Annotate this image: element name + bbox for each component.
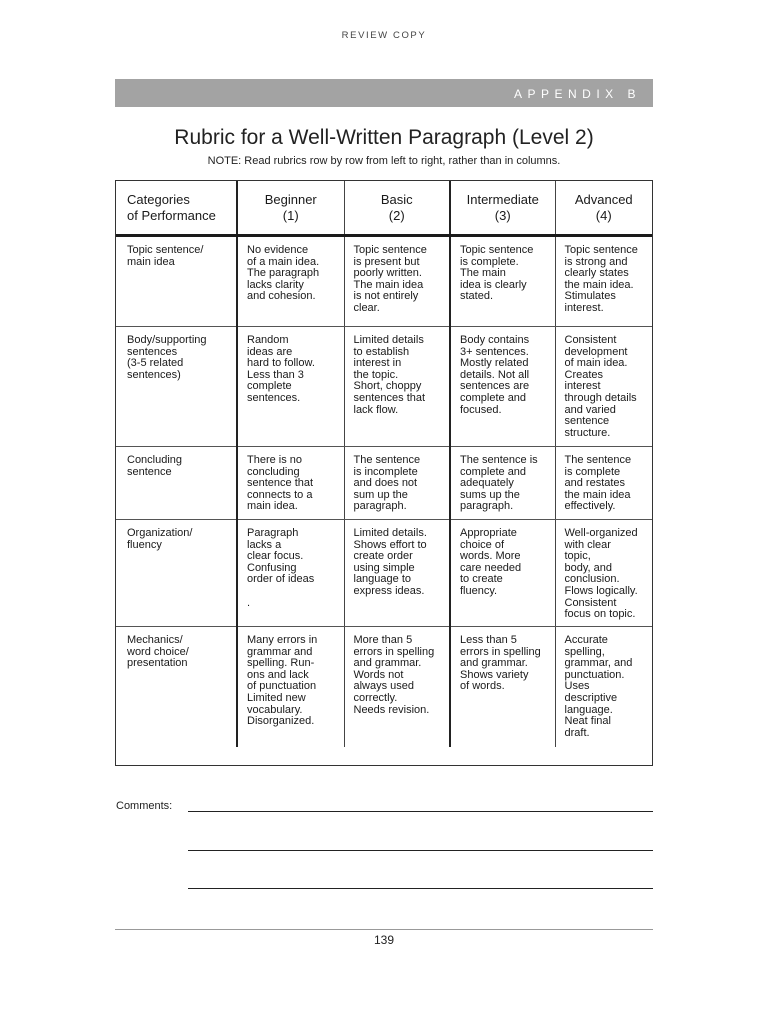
rubric-cell-line: stated. xyxy=(460,290,494,303)
header-row xyxy=(116,181,652,236)
rubric-cell-line: sums up the xyxy=(460,488,520,501)
rubric-cell-line: lacks a xyxy=(247,538,282,551)
rubric-cell-line: Less than 5 xyxy=(460,634,517,646)
rubric-cell-line: interest xyxy=(564,380,601,393)
rubric-cell-line: choice of xyxy=(460,538,505,551)
rubric-cell-line: Less than 3 xyxy=(247,368,304,381)
rubric-cell-line: language. xyxy=(564,703,613,716)
rubric-cell-advanced xyxy=(555,447,652,520)
rubric-cell-line: is complete xyxy=(564,465,621,478)
rubric-cell-line: The paragraph xyxy=(247,267,320,280)
rubric-cell-line: sentence that xyxy=(247,477,314,490)
rubric-cell-line: . xyxy=(247,596,251,609)
rubric-row xyxy=(116,447,652,520)
rubric-cell-line: complete and xyxy=(460,465,527,478)
rubric-cell-advanced xyxy=(555,236,652,327)
rubric-cell-line: correctly. xyxy=(353,691,398,704)
row-category-line: sentences) xyxy=(127,368,181,381)
rubric-cell-basic xyxy=(344,236,450,327)
rubric-table-frame xyxy=(115,180,653,766)
rubric-cell-line: Shows variety xyxy=(460,668,529,681)
rubric-cell-intermediate xyxy=(450,236,555,327)
row-category-line: sentence xyxy=(127,465,172,478)
row-category-line: Concluding xyxy=(127,454,183,466)
rubric-cell-line: There is no xyxy=(247,454,303,466)
rubric-cell-line: complete and xyxy=(460,391,527,404)
header-basic xyxy=(344,181,450,236)
row-category-line: main idea xyxy=(127,255,175,268)
rubric-cell-line: The main idea xyxy=(353,278,424,291)
rubric-cell-line: Consistent xyxy=(564,334,617,346)
rubric-cell-line: always used xyxy=(353,680,415,693)
comment-line-3 xyxy=(188,888,653,889)
rubric-cell-line: of words. xyxy=(460,680,505,693)
header-categories-line1: Categories xyxy=(127,192,190,207)
row-category-line: sentences xyxy=(127,345,178,358)
page-title: Rubric for a Well-Written Paragraph (Level 2) xyxy=(174,126,594,149)
rubric-cell-line: is present but xyxy=(353,255,420,268)
rubric-cell-line: focus on topic. xyxy=(564,608,636,621)
header-beginner xyxy=(237,181,344,236)
row-category-line: (3-5 related xyxy=(127,357,184,370)
comment-line-2 xyxy=(188,850,653,851)
rubric-cell-line: the main idea xyxy=(564,488,631,501)
rubric-cell-beginner xyxy=(237,627,344,747)
row-category-line: Organization/ xyxy=(127,527,193,539)
rubric-cell-line: Paragraph xyxy=(247,527,299,539)
page-number: 139 xyxy=(373,933,395,947)
row-category-line: Mechanics/ xyxy=(127,634,183,646)
rubric-cell-line: using simple xyxy=(353,561,415,574)
rubric-cell-line: topic, xyxy=(564,550,591,563)
footer-rule xyxy=(115,929,653,930)
row-category xyxy=(116,627,237,747)
rubric-cell-line: Topic sentence xyxy=(460,244,534,256)
rubric-cell-intermediate xyxy=(450,627,555,747)
rubric-cell-beginner xyxy=(237,520,344,627)
rubric-cell-line: to create xyxy=(460,573,503,586)
rubric-cell-line: spelling. Run- xyxy=(247,657,315,670)
rubric-cell-line: is complete. xyxy=(460,255,519,268)
rubric-cell-line: clearly states xyxy=(564,267,629,280)
rubric-cell-line: Many errors in xyxy=(247,634,318,646)
rubric-cell-line: poorly written. xyxy=(353,267,422,280)
rubric-cell-line: sentences are xyxy=(460,380,530,393)
rubric-cell-line: The sentence xyxy=(353,454,421,466)
row-category-line: Body/supporting xyxy=(127,334,207,346)
rubric-cell-line: is strong and xyxy=(564,255,628,268)
rubric-cell-advanced xyxy=(555,520,652,627)
rubric-cell-line: ideas are xyxy=(247,345,293,358)
rubric-cell-line: interest. xyxy=(564,301,604,314)
rubric-cell-line: Flows logically. xyxy=(564,584,638,597)
rubric-cell-line: The sentence xyxy=(564,454,632,466)
rubric-cell-line: sentences that xyxy=(353,391,426,404)
rubric-cell-line: clear focus. xyxy=(247,550,304,563)
header-intermediate xyxy=(450,181,555,236)
rubric-cell-line: idea is clearly xyxy=(460,278,527,291)
rubric-cell-line: of a main idea. xyxy=(247,255,320,268)
header-categories-line2: of Performance xyxy=(127,207,216,223)
rubric-table xyxy=(116,181,652,747)
rubric-cell-line: clear. xyxy=(353,301,380,314)
rubric-cell-line: Confusing xyxy=(247,561,297,574)
rubric-cell-line: and varied xyxy=(564,403,616,416)
rubric-cell-line: order of ideas xyxy=(247,573,315,586)
header-intermediate-level: (3) xyxy=(494,207,511,223)
rubric-cell-line: Limited details xyxy=(353,334,424,346)
rubric-cell-line: The sentence is xyxy=(460,454,538,466)
rubric-cell-line: and restates xyxy=(564,477,626,490)
rubric-cell-line: Consistent xyxy=(564,596,617,609)
rubric-cell-intermediate xyxy=(450,520,555,627)
rubric-cell-line: ons and lack xyxy=(247,668,309,681)
row-category-line: word choice/ xyxy=(127,645,189,658)
rubric-cell-line: to establish xyxy=(353,345,410,358)
rubric-cell-line: Random xyxy=(247,334,289,346)
rubric-cell-line: main idea. xyxy=(247,500,298,513)
comment-line-1 xyxy=(188,811,653,812)
row-category xyxy=(116,520,237,627)
header-basic-level: (2) xyxy=(388,207,405,223)
rubric-cell-line: vocabulary. xyxy=(247,703,303,716)
rubric-cell-line: development xyxy=(564,345,628,358)
rubric-row xyxy=(116,327,652,447)
rubric-cell-line: Neat final xyxy=(564,715,611,728)
rubric-cell-line: of punctuation xyxy=(247,680,317,693)
rubric-cell-line xyxy=(247,586,339,598)
rubric-cell-intermediate xyxy=(450,447,555,520)
rubric-cell-line: Shows effort to xyxy=(353,538,427,551)
header-beginner-level: (1) xyxy=(282,207,299,223)
rubric-cell-line: express ideas. xyxy=(353,584,425,597)
rubric-cell-line: and grammar. xyxy=(460,657,528,670)
rubric-cell-line: language to xyxy=(353,573,411,586)
rubric-cell-line: Disorganized. xyxy=(247,715,315,728)
rubric-cell-line: sentence xyxy=(564,415,610,428)
header-intermediate-label: Intermediate xyxy=(466,192,539,207)
rubric-cell-basic xyxy=(344,627,450,747)
review-copy-label: REVIEW COPY xyxy=(341,30,427,41)
rubric-cell-line: Stimulates xyxy=(564,290,616,303)
rubric-cell-line: is not entirely xyxy=(353,290,419,303)
rubric-cell-advanced xyxy=(555,627,652,747)
rubric-cell-line: lack flow. xyxy=(353,403,399,416)
rubric-cell-line: Words not xyxy=(353,668,404,681)
rubric-cell-line: through details xyxy=(564,391,637,404)
rubric-cell-line: fluency. xyxy=(460,584,498,597)
comments-label: Comments: xyxy=(116,800,173,812)
row-category xyxy=(116,327,237,447)
rubric-cell-line: No evidence xyxy=(247,244,309,256)
rubric-cell-line: adequately xyxy=(460,477,514,490)
rubric-cell-line: and grammar. xyxy=(353,657,422,670)
rubric-cell-line: spelling, xyxy=(564,645,605,658)
rubric-cell-line: and cohesion. xyxy=(247,290,316,303)
note-text: NOTE: Read rubrics row by row from left to right, rather than in columns. xyxy=(207,155,561,167)
rubric-cell-line: Uses xyxy=(564,680,590,693)
rubric-cell-line: and does not xyxy=(353,477,418,490)
rubric-cell-line: Topic sentence xyxy=(353,244,427,256)
rubric-cell-line: Body contains xyxy=(460,334,530,346)
row-category xyxy=(116,236,237,327)
rubric-cell-line: Creates xyxy=(564,368,604,381)
rubric-cell-line: is incomplete xyxy=(353,465,418,478)
rubric-cell-line: More than 5 xyxy=(353,634,413,646)
row-category-line: Topic sentence/ xyxy=(127,244,204,256)
rubric-cell-line: hard to follow. xyxy=(247,357,315,370)
header-advanced-level: (4) xyxy=(595,207,612,223)
rubric-cell-line: complete xyxy=(247,380,292,393)
rubric-cell-line: paragraph. xyxy=(353,500,407,513)
rubric-cell-beginner xyxy=(237,327,344,447)
rubric-cell-line: the topic. xyxy=(353,368,399,381)
rubric-cell-line: the main idea. xyxy=(564,278,634,291)
header-beginner-label: Beginner xyxy=(264,192,317,207)
rubric-cell-line: errors in spelling xyxy=(460,645,541,658)
rubric-cell-line: draft. xyxy=(564,726,590,739)
row-category-line: presentation xyxy=(127,657,188,670)
rubric-cell-line: Accurate xyxy=(564,634,608,646)
rubric-row xyxy=(116,520,652,627)
rubric-cell-line: effectively. xyxy=(564,500,616,513)
rubric-cell-line: Mostly related xyxy=(460,357,529,370)
header-advanced xyxy=(555,181,652,236)
rubric-cell-line: lacks clarity xyxy=(247,278,304,291)
rubric-cell-line: connects to a xyxy=(247,488,313,501)
rubric-cell-beginner xyxy=(237,447,344,520)
rubric-cell-line: of main idea. xyxy=(564,357,628,370)
rubric-cell-line: grammar, and xyxy=(564,657,633,670)
rubric-cell-intermediate xyxy=(450,327,555,447)
rubric-cell-line: punctuation. xyxy=(564,668,625,681)
header-advanced-label: Advanced xyxy=(574,192,633,207)
rubric-cell-line: structure. xyxy=(564,426,611,439)
rubric-cell-line: Short, choppy xyxy=(353,380,422,393)
rubric-cell-line: Topic sentence xyxy=(564,244,638,256)
rubric-cell-line: words. More xyxy=(460,550,521,563)
rubric-cell-advanced xyxy=(555,327,652,447)
rubric-cell-line: with clear xyxy=(564,538,611,551)
rubric-cell-line: Needs revision. xyxy=(353,703,430,716)
rubric-row xyxy=(116,627,652,747)
header-basic-label: Basic xyxy=(380,192,413,207)
rubric-cell-basic xyxy=(344,327,450,447)
rubric-cell-beginner xyxy=(237,236,344,327)
rubric-cell-line: details. Not all xyxy=(460,368,530,381)
row-category xyxy=(116,447,237,520)
rubric-cell-line: descriptive xyxy=(564,691,618,704)
row-category-line: fluency xyxy=(127,538,162,551)
rubric-cell-line: create order xyxy=(353,550,413,563)
rubric-cell-line: Limited new xyxy=(247,691,306,704)
header-categories xyxy=(116,181,237,236)
rubric-cell-basic xyxy=(344,520,450,627)
rubric-cell-line: focused. xyxy=(460,403,502,416)
rubric-cell-line: Limited details. xyxy=(353,527,427,539)
rubric-cell-line: errors in spelling xyxy=(353,645,435,658)
rubric-cell-line: paragraph. xyxy=(460,500,514,513)
rubric-cell-line: body, and xyxy=(564,561,613,574)
appendix-header-bar xyxy=(115,79,653,107)
rubric-cell-line: sum up the xyxy=(353,488,408,501)
rubric-cell-line: Appropriate xyxy=(460,527,517,539)
rubric-cell-line: concluding xyxy=(247,465,300,478)
rubric-cell-line: The main xyxy=(460,267,506,280)
rubric-row xyxy=(116,236,652,327)
appendix-label: APPENDIX B xyxy=(513,87,641,101)
rubric-cell-line: Well-organized xyxy=(564,527,638,539)
rubric-cell-line: conclusion. xyxy=(564,573,620,586)
rubric-cell-line: care needed xyxy=(460,561,522,574)
rubric-cell-line: 3+ sentences. xyxy=(460,345,529,358)
rubric-cell-line: sentences. xyxy=(247,391,301,404)
rubric-cell-line: interest in xyxy=(353,357,402,370)
rubric-cell-line: grammar and xyxy=(247,645,313,658)
rubric-cell-basic xyxy=(344,447,450,520)
